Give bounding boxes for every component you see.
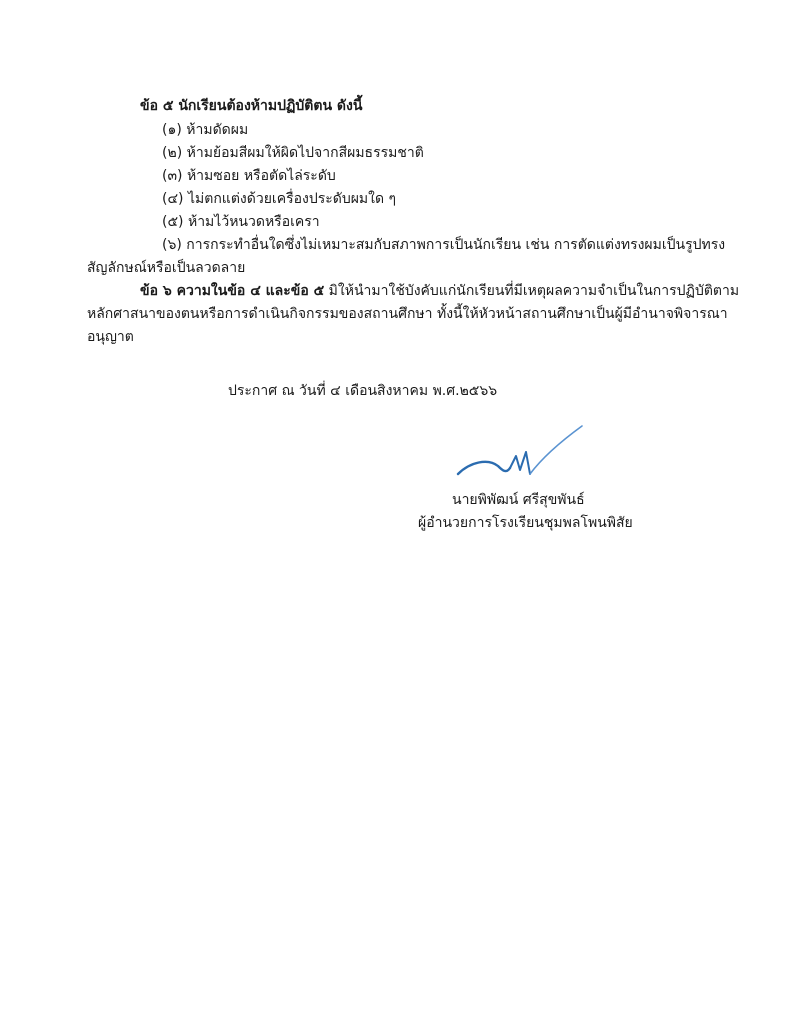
clause-6-line-3: อนุญาต — [87, 329, 134, 345]
clause-6-lead: ข้อ ๖ ความในข้อ ๔ และข้อ ๕ — [140, 283, 325, 299]
clause-5-item-4: (๔) ไม่ตกแต่งด้วยเครื่องประดับผมใด ๆ — [162, 191, 397, 207]
announcement-date: ประกาศ ณ วันที่ ๔ เดือนสิงหาคม พ.ศ.๒๕๖๖ — [228, 383, 498, 399]
signature-icon — [440, 418, 600, 493]
signature — [440, 418, 600, 493]
clause-6-line-2: หลักศาสนาของตนหรือการดำเนินกิจกรรมของสถานศึกษา ทั้งนี้ให้หัวหน้าสถานศึกษาเป็นผู้มีอำนาจพิจารณา — [87, 306, 728, 322]
clause-5-item-1: (๑) ห้ามดัดผม — [162, 122, 249, 138]
clause-5-item-6: (๖) การกระทำอื่นใดซึ่งไม่เหมาะสมกับสภาพการเป็นนักเรียน เช่น การตัดแต่งทรงผมเป็นรูปทรง — [162, 237, 726, 253]
signatory-name: นายพิพัฒน์ ศรีสุขพันธ์ — [452, 492, 585, 508]
clause-5-heading: ข้อ ๕ นักเรียนต้องห้ามปฏิบัติตน ดังนี้ — [140, 98, 363, 114]
signatory-position: ผู้อำนวยการโรงเรียนชุมพลโพนพิสัย — [418, 515, 633, 531]
clause-5-item-6-continuation: สัญลักษณ์หรือเป็นลวดลาย — [87, 260, 246, 276]
clause-5-item-5: (๕) ห้ามไว้หนวดหรือเครา — [162, 214, 320, 230]
clause-5-item-2: (๒) ห้ามย้อมสีผมให้ผิดไปจากสีผมธรรมชาติ — [162, 145, 424, 161]
clause-5-item-3: (๓) ห้ามซอย หรือตัดไล่ระดับ — [162, 168, 336, 184]
clause-6-line-1 — [140, 281, 739, 301]
clause-6-line-1-text: มิให้นำมาใช้บังคับแก่นักเรียนที่มีเหตุผลความจำเป็นในการปฏิบัติตาม — [324, 283, 740, 299]
